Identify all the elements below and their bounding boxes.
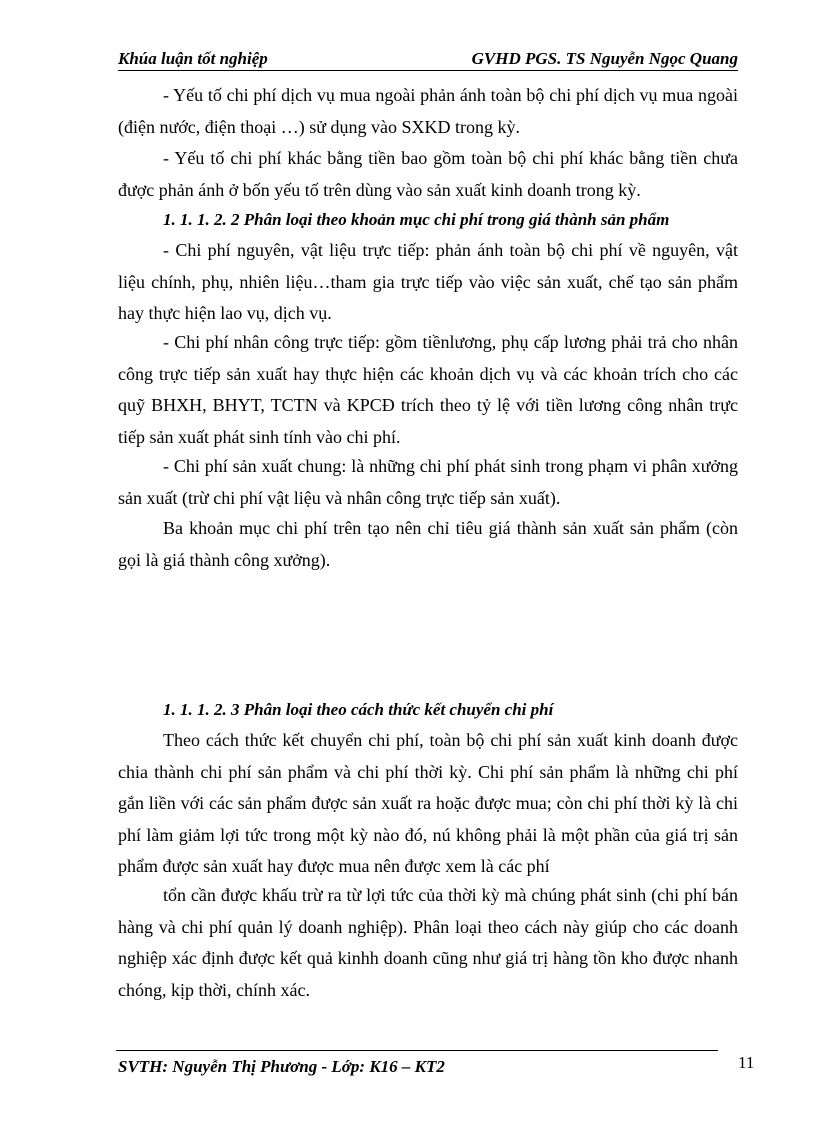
page-number: 11	[738, 1053, 755, 1072]
footer-author: SVTH: Nguyễn Thị Phương - Lớp: K16 – KT2	[118, 1057, 445, 1076]
footer-divider	[116, 1050, 718, 1051]
paragraph-transfer-method-continued: tổn cần được khấu trừ ra từ lợi tức của thời kỳ mà chúng phát sinh (chi phí bán hàng và chi phí quản lý doanh nghiệp). Phân loại theo cách này giúp cho các doanh nghiệp xác định được kết quả kinhh doanh cũng như giá trị hàng tồn kho được nhanh chóng, kịp thời, chính xác.	[118, 885, 738, 1000]
section-heading-transfer-method: 1. 1. 1. 2. 3 Phân loại theo cách thức kết chuyển chi phí	[163, 700, 554, 719]
paragraph-outsourced-services: - Yếu tố chi phí dịch vụ mua ngoài phản ánh toàn bộ chi phí dịch vụ mua ngoài (điện nước, điện thoại …) sử dụng vào SXKD trong kỳ.	[118, 85, 738, 137]
header-thesis-title: Khúa luận tốt nghiệp	[118, 49, 268, 68]
section-heading-cost-items: 1. 1. 1. 2. 2 Phân loại theo khoản mục chi phí trong giá thành sản phẩm	[163, 210, 670, 229]
paragraph-direct-labor: - Chi phí nhân công trực tiếp: gồm tiềnlương, phụ cấp lương phải trả cho nhân công trực tiếp sản xuất hay thực hiện các khoản dịch vụ và các khoản trích cho các quỹ BHXH, BHYT, TCTN và KPCĐ trích theo tỷ lệ với tiền lương công nhân trực tiếp sản xuất phát sinh tính vào chi phí.	[118, 332, 738, 447]
page-header	[118, 48, 738, 71]
header-supervisor: GVHD PGS. TS Nguyễn Ngọc Quang	[471, 49, 738, 68]
paragraph-summary: Ba khoản mục chi phí trên tạo nên chỉ tiêu giá thành sản xuất sản phẩm (còn gọi là giá thành công xưởng).	[118, 518, 738, 570]
paragraph-other-cash-costs: - Yếu tố chi phí khác bằng tiền bao gồm toàn bộ chi phí khác bằng tiền chưa được phản ánh ở bốn yếu tố trên dùng vào sản xuất kinh doanh trong kỳ.	[118, 148, 738, 200]
paragraph-transfer-method: Theo cách thức kết chuyển chi phí, toàn bộ chi phí sản xuất kinh doanh được chia thành chi phí sản phẩm và chi phí thời kỳ. Chi phí sản phẩm là những chi phí gắn liền với các sản phẩm được sản xuất ra hoặc được mua; còn chi phí thời kỳ là chi phí làm giảm lợi tức trong một kỳ nào đó, nú không phải là một phần của giá trị sản phẩm được sản xuất hay được mua nên được xem là các phí	[118, 730, 738, 876]
paragraph-manufacturing-overhead: - Chi phí sản xuất chung: là những chi phí phát sinh trong phạm vi phân xưởng sản xuất (trừ chi phí vật liệu và nhân công trực tiếp sản xuất).	[118, 456, 738, 508]
paragraph-direct-materials: - Chi phí nguyên, vật liệu trực tiếp: phản ánh toàn bộ chi phí về nguyên, vật liệu chính, phụ, nhiên liệu…tham gia trực tiếp vào việc sản xuất, chế tạo sản phẩm hay thực hiện lao vụ, dịch vụ.	[118, 240, 738, 323]
